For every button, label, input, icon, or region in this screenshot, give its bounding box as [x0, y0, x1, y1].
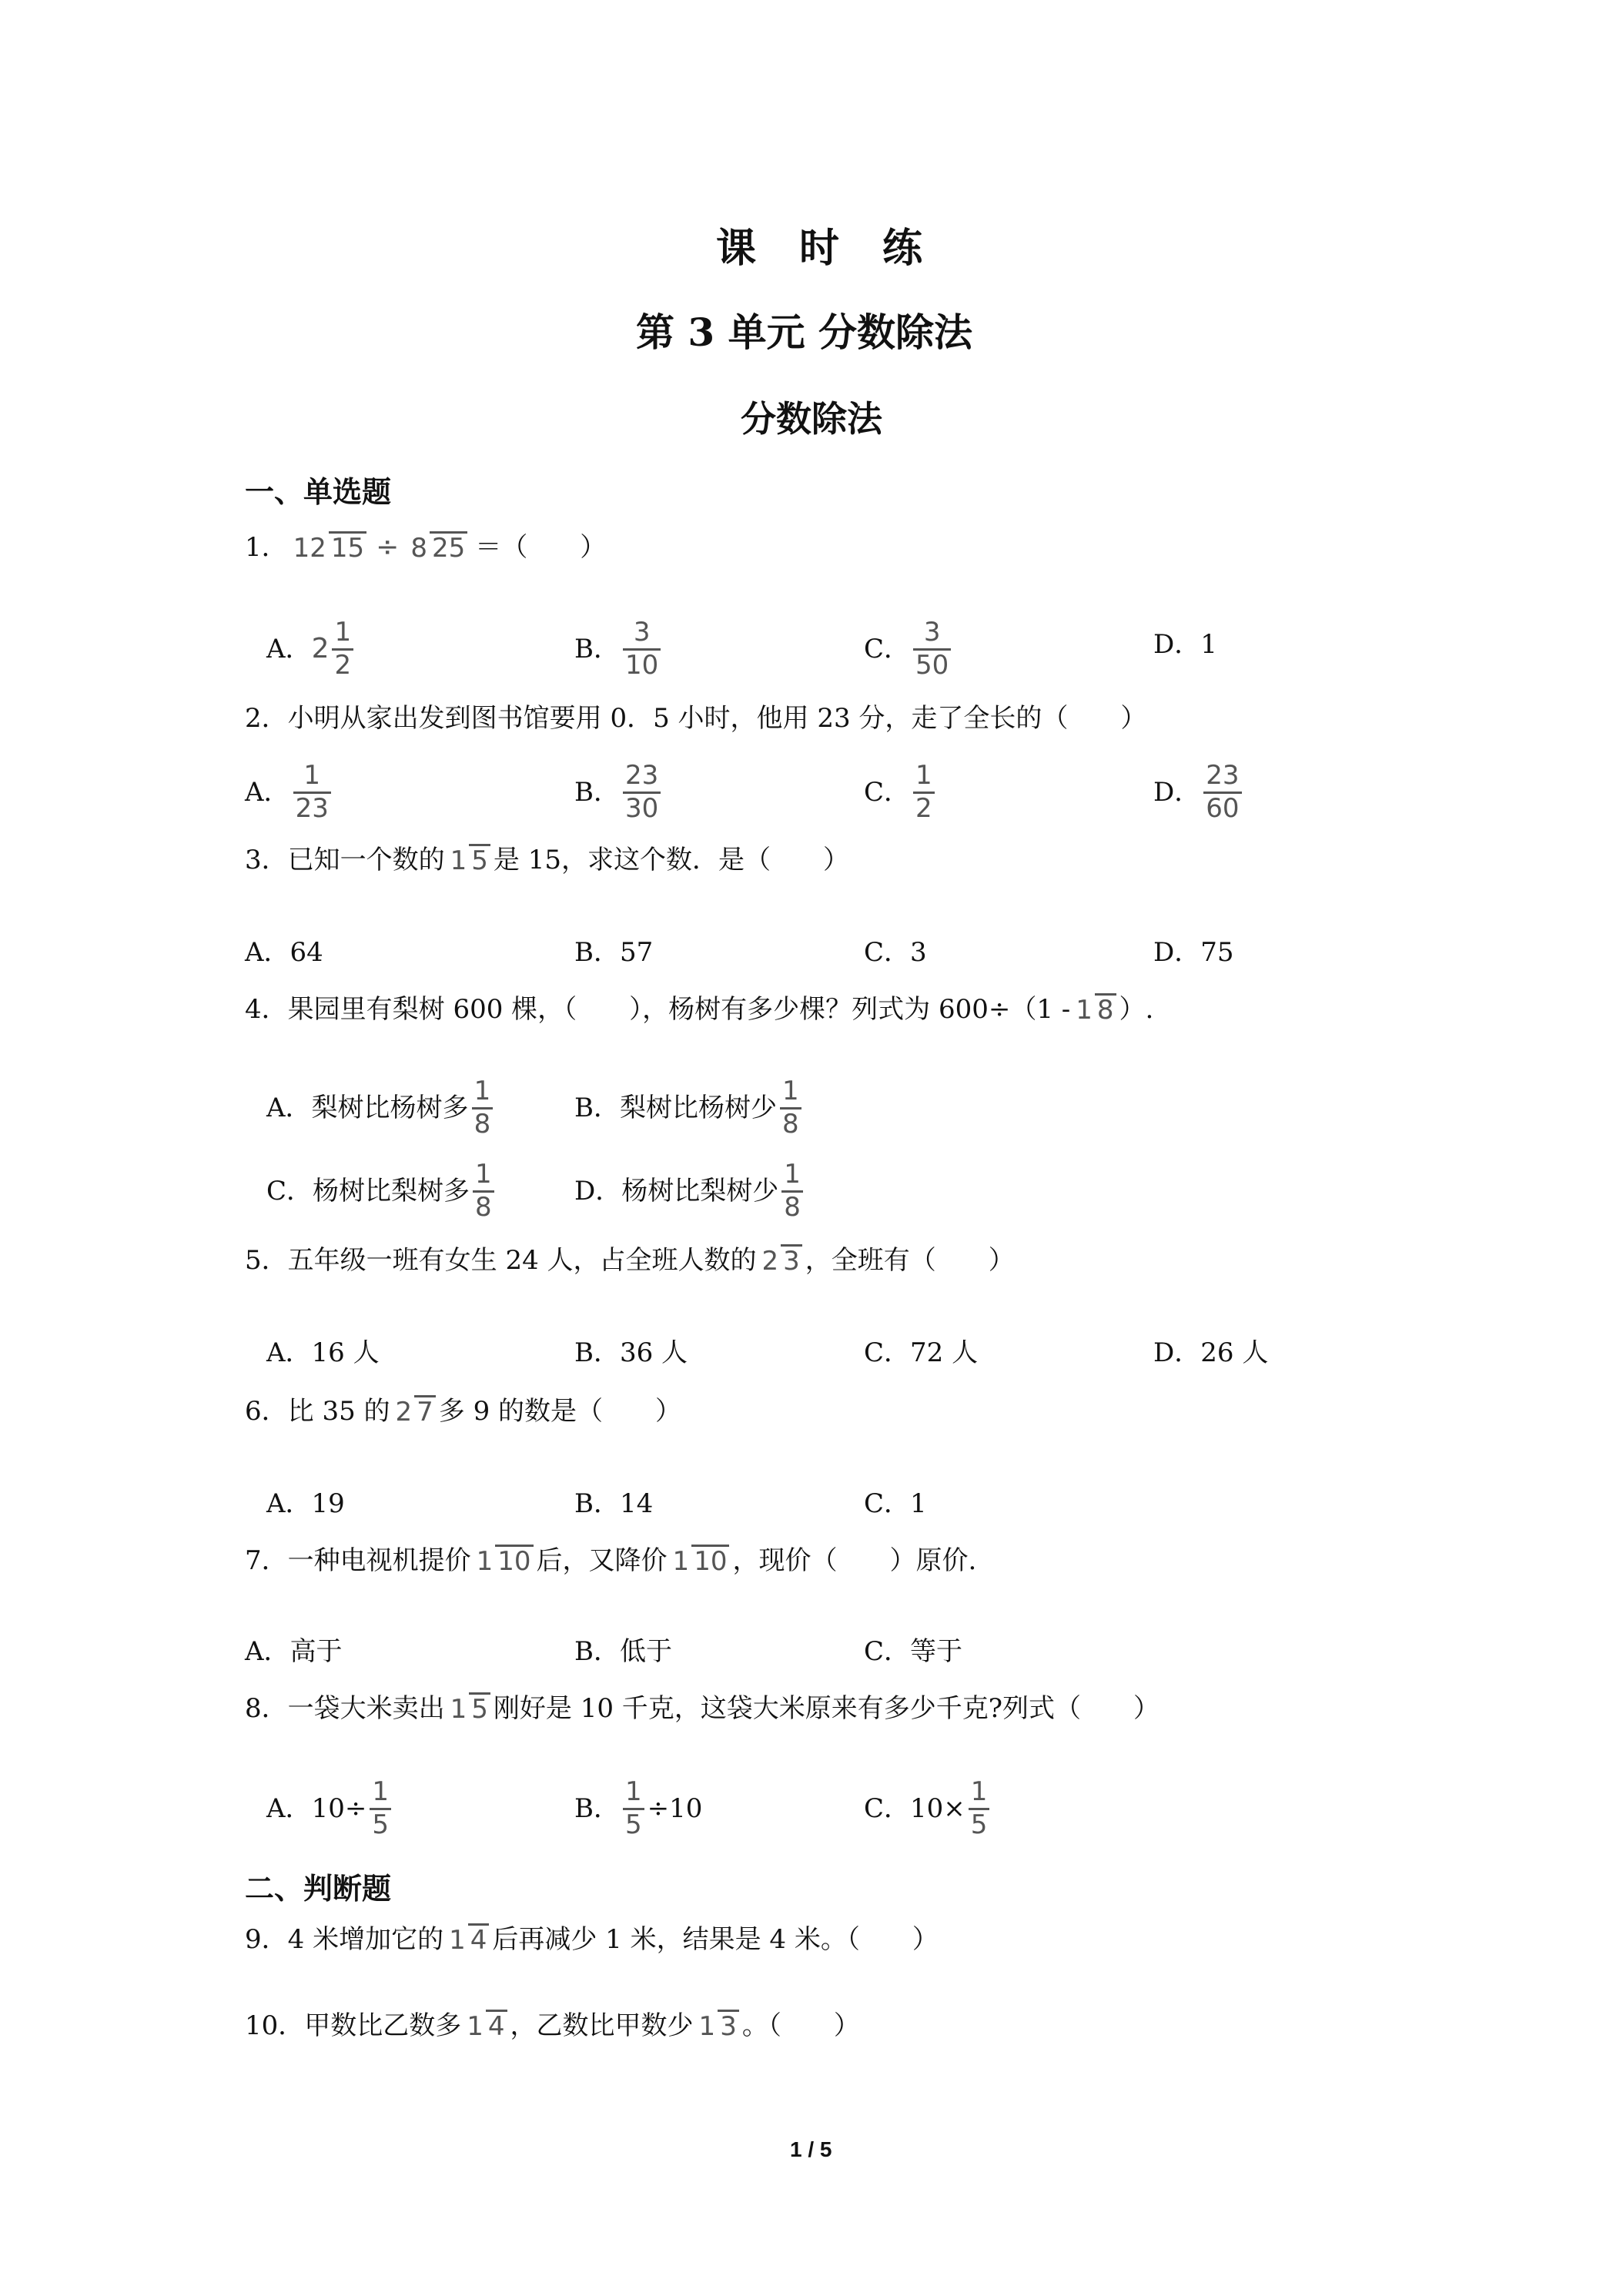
- lesson-title: 分数除法: [741, 398, 882, 440]
- question-3: 3．已知一个数的 1 5 是 15，求这个数．是（ ）: [245, 845, 849, 876]
- section-heading-single-choice: 一、单选题: [245, 474, 392, 509]
- option-d: D．75: [1153, 937, 1234, 968]
- option-a: A． $\frac{1}{23}$: [245, 762, 334, 822]
- option-a: A． 10÷ $\frac{1}{5}$: [266, 1779, 394, 1839]
- option-c: C．72 人: [864, 1337, 979, 1368]
- fraction: 2 7: [393, 1395, 436, 1428]
- option-a: A．高于: [245, 1636, 343, 1667]
- section-heading-true-false: 二、判断题: [245, 1871, 392, 1906]
- option-c: C． 10× $\frac{1}{5}$: [864, 1779, 992, 1839]
- option-b: B． $\frac{3}{10}$: [574, 619, 664, 679]
- option-a: A． 2 $\frac{1}{2}$: [266, 619, 356, 679]
- option-a: A．19: [266, 1488, 345, 1519]
- fraction: 12 15: [291, 531, 367, 564]
- option-c: C．3: [864, 937, 927, 968]
- option-c: C．1: [864, 1488, 927, 1519]
- option-b: B．14: [574, 1488, 654, 1519]
- question-5: 5．五年级一班有女生 24 人，占全班人数的 2 3 ，全班有（ ）: [245, 1245, 1015, 1277]
- option-b: B． $\frac{23}{30}$: [574, 762, 664, 822]
- option-d: D． 1: [1153, 629, 1217, 660]
- question-4: 4．果园里有梨树 600 棵，（ ），杨树有多少棵？列式为 600÷（1 - 1 8 ）.: [245, 994, 1154, 1026]
- fraction: 1 10: [474, 1545, 534, 1578]
- divide-sign: ÷: [376, 531, 400, 564]
- answer-blank: ＝（ ）: [475, 532, 607, 564]
- fraction: 1 5: [448, 1692, 490, 1725]
- question-1: [245, 531, 606, 564]
- fraction: 1 4: [447, 1923, 489, 1956]
- fraction: 2 3: [760, 1244, 802, 1277]
- option-d: D．26 人: [1153, 1337, 1269, 1368]
- fraction: 1 5: [448, 844, 490, 877]
- question-10: 10．甲数比乙数多 1 4 ，乙数比甲数少 1 3 。（ ）: [245, 2010, 860, 2042]
- option-a: A．64: [245, 937, 323, 968]
- option-c: C． $\frac{3}{50}$: [864, 619, 954, 679]
- doc-title: 课时练: [716, 225, 966, 272]
- option-c: C．杨树比梨树多 $\frac{1}{8}$: [266, 1161, 497, 1221]
- option-b: B．57: [574, 937, 654, 968]
- page-number: 1 / 5: [790, 2137, 832, 2161]
- fraction: 1 10: [671, 1545, 730, 1578]
- option-b: B．低于: [574, 1636, 672, 1667]
- fraction: 8 25: [408, 531, 467, 564]
- question-2: 2．小明从家出发到图书馆要用 0．5 小时，他用 23 分，走了全长的（ ）: [245, 703, 1147, 734]
- option-a: A．梨树比杨树多 $\frac{1}{8}$: [266, 1078, 496, 1138]
- question-9: 9．4 米增加它的 1 4 后再减少 1 米，结果是 4 米。（ ）: [245, 1924, 939, 1956]
- question-number: 1．: [245, 532, 288, 564]
- option-c: C．等于: [864, 1636, 963, 1667]
- question-7: 7．一种电视机提价 1 10 后，又降价 1 10 ，现价（ ）原价.: [245, 1545, 977, 1577]
- option-a: A．16 人: [266, 1337, 380, 1368]
- option-b: B． $\frac{1}{5}$ ÷10: [574, 1776, 703, 1840]
- unit-title: 第 3 单元 分数除法: [636, 310, 973, 355]
- option-d: D．杨树比梨树少 $\frac{1}{8}$: [574, 1161, 806, 1221]
- question-8: 8．一袋大米卖出 1 5 刚好是 10 千克，这袋大米原来有多少千克?列式（ ）: [245, 1693, 1160, 1725]
- option-b: B．36 人: [574, 1337, 688, 1368]
- option-c: C． $\frac{1}{2}$: [864, 762, 938, 822]
- question-6: 6．比 35 的 2 7 多 9 的数是（ ）: [245, 1396, 682, 1427]
- fraction: 1 8: [1073, 993, 1116, 1026]
- option-b: B．梨树比杨树少 $\frac{1}{8}$: [574, 1078, 805, 1138]
- fraction: 1 3: [697, 2010, 739, 2043]
- option-d: D． $\frac{23}{60}$: [1153, 762, 1245, 822]
- fraction: 1 4: [464, 2010, 507, 2043]
